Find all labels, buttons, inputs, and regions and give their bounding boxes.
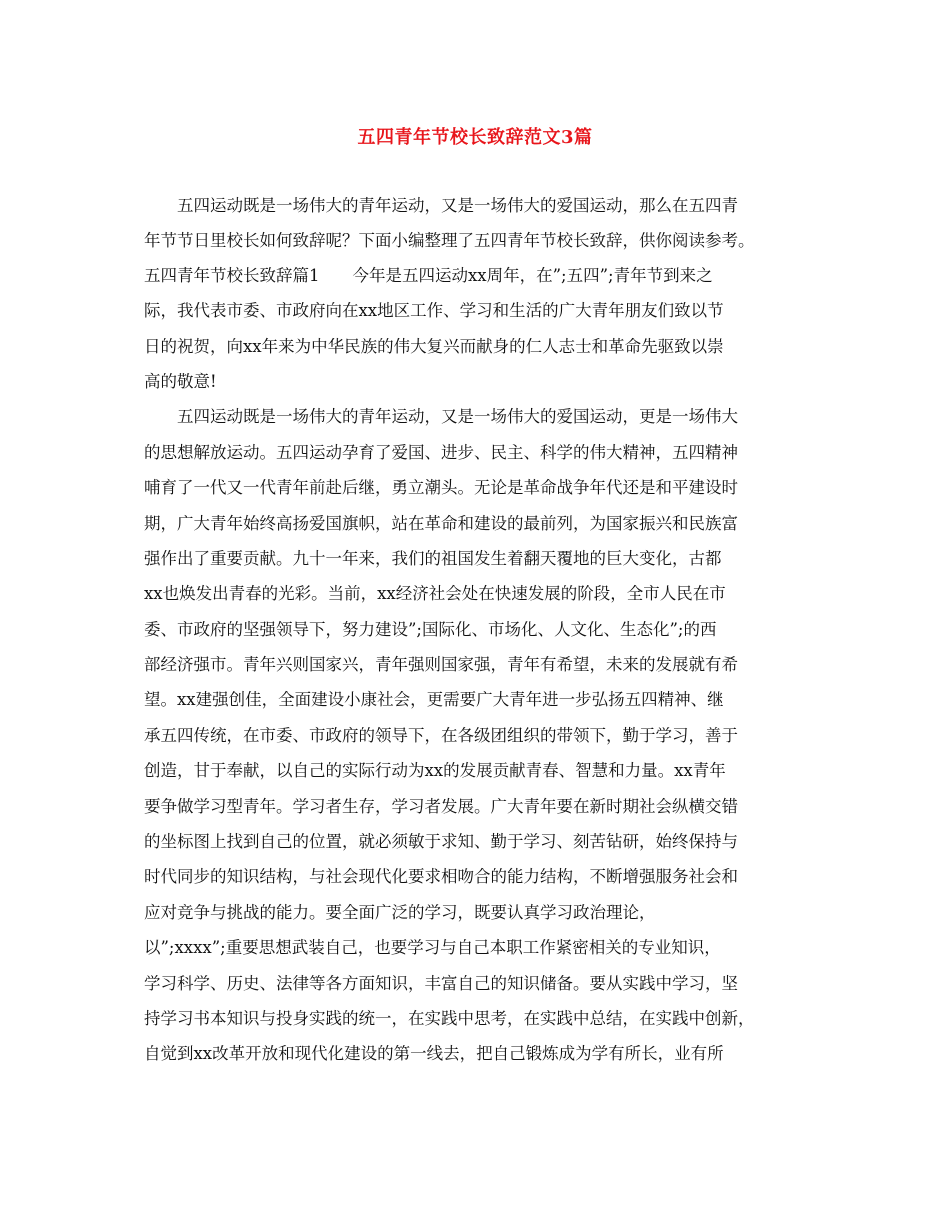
body-line: 五四青年节校长致辞篇1 今年是五四运动xx周年，在”;五四”;青年节到来之: [144, 266, 713, 285]
body-line: 哺育了一代又一代青年前赴后继，勇立潮头。无论是革命战争年代还是和平建设时: [144, 478, 738, 497]
body-line: 部经济强市。青年兴则国家兴，青年强则国家强，青年有希望，未来的发展就有希: [144, 655, 738, 674]
body-line: 以”;xxxx”;重要思想武装自己，也要学习与自己本职工作紧密相关的专业知识，: [144, 938, 721, 957]
body-line: 承五四传统，在市委、市政府的领导下，在各级团组织的带领下，勤于学习，善于: [144, 726, 738, 745]
body-line: 创造，甘于奉献，以自己的实际行动为xx的发展贡献青春、智慧和力量。xx青年: [144, 761, 726, 780]
body-line: 望。xx建强创佳，全面建设小康社会，更需要广大青年进一步弘扬五四精神、继: [144, 690, 724, 709]
body-line: 持学习书本知识与投身实践的统一，在实践中思考，在实践中总结，在实践中创新，: [144, 1009, 755, 1028]
body-line: 期，广大青年始终高扬爱国旗帜，站在革命和建设的最前列，为国家振兴和民族富: [144, 514, 738, 533]
body-line: 的坐标图上找到自己的位置，就必须敏于求知、勤于学习、刻苦钻研，始终保持与: [144, 832, 738, 851]
body-line: 际，我代表市委、市政府向在xx地区工作、学习和生活的广大青年朋友们致以节: [144, 301, 724, 320]
body-line: xx也焕发出青春的光彩。当前，xx经济社会处在快速发展的阶段，全市人民在市: [144, 584, 726, 603]
body-line: 五四运动既是一场伟大的青年运动，又是一场伟大的爱国运动，更是一场伟大: [144, 407, 738, 426]
body-line: 五四运动既是一场伟大的青年运动，又是一场伟大的爱国运动，那么在五四青: [144, 196, 738, 215]
body-line: 高的敬意!: [144, 372, 217, 391]
body-line: 要争做学习型青年。学习者生存，学习者发展。广大青年要在新时期社会纵横交错: [144, 797, 738, 816]
body-line: 应对竞争与挑战的能力。要全面广泛的学习，既要认真学习政治理论，: [144, 903, 656, 922]
document-title: 五四青年节校长致辞范文3篇: [357, 127, 593, 148]
body-line: 时代同步的知识结构，与社会现代化要求相吻合的能力结构，不断增强服务社会和: [144, 867, 738, 886]
body-line: 的思想解放运动。五四运动孕育了爱国、进步、民主、科学的伟大精神，五四精神: [144, 443, 738, 462]
body-line: 日的祝贺，向xx年来为中华民族的伟大复兴而献身的仁人志士和革命先驱致以崇: [144, 337, 724, 356]
body-line: 强作出了重要贡献。九十一年来，我们的祖国发生着翻天覆地的巨大变化，古都: [144, 549, 722, 568]
body-line: 自觉到xx改革开放和现代化建设的第一线去，把自己锻炼成为学有所长，业有所: [144, 1044, 724, 1063]
body-line: 委、市政府的坚强领导下，努力建设”;国际化、市场化、人文化、生态化”;的西: [144, 620, 717, 639]
body-line: 年节节日里校长如何致辞呢？下面小编整理了五四青年节校长致辞，供你阅读参考。: [144, 231, 755, 250]
body-line: 学习科学、历史、法律等各方面知识，丰富自己的知识储备。要从实践中学习，坚: [144, 974, 738, 993]
